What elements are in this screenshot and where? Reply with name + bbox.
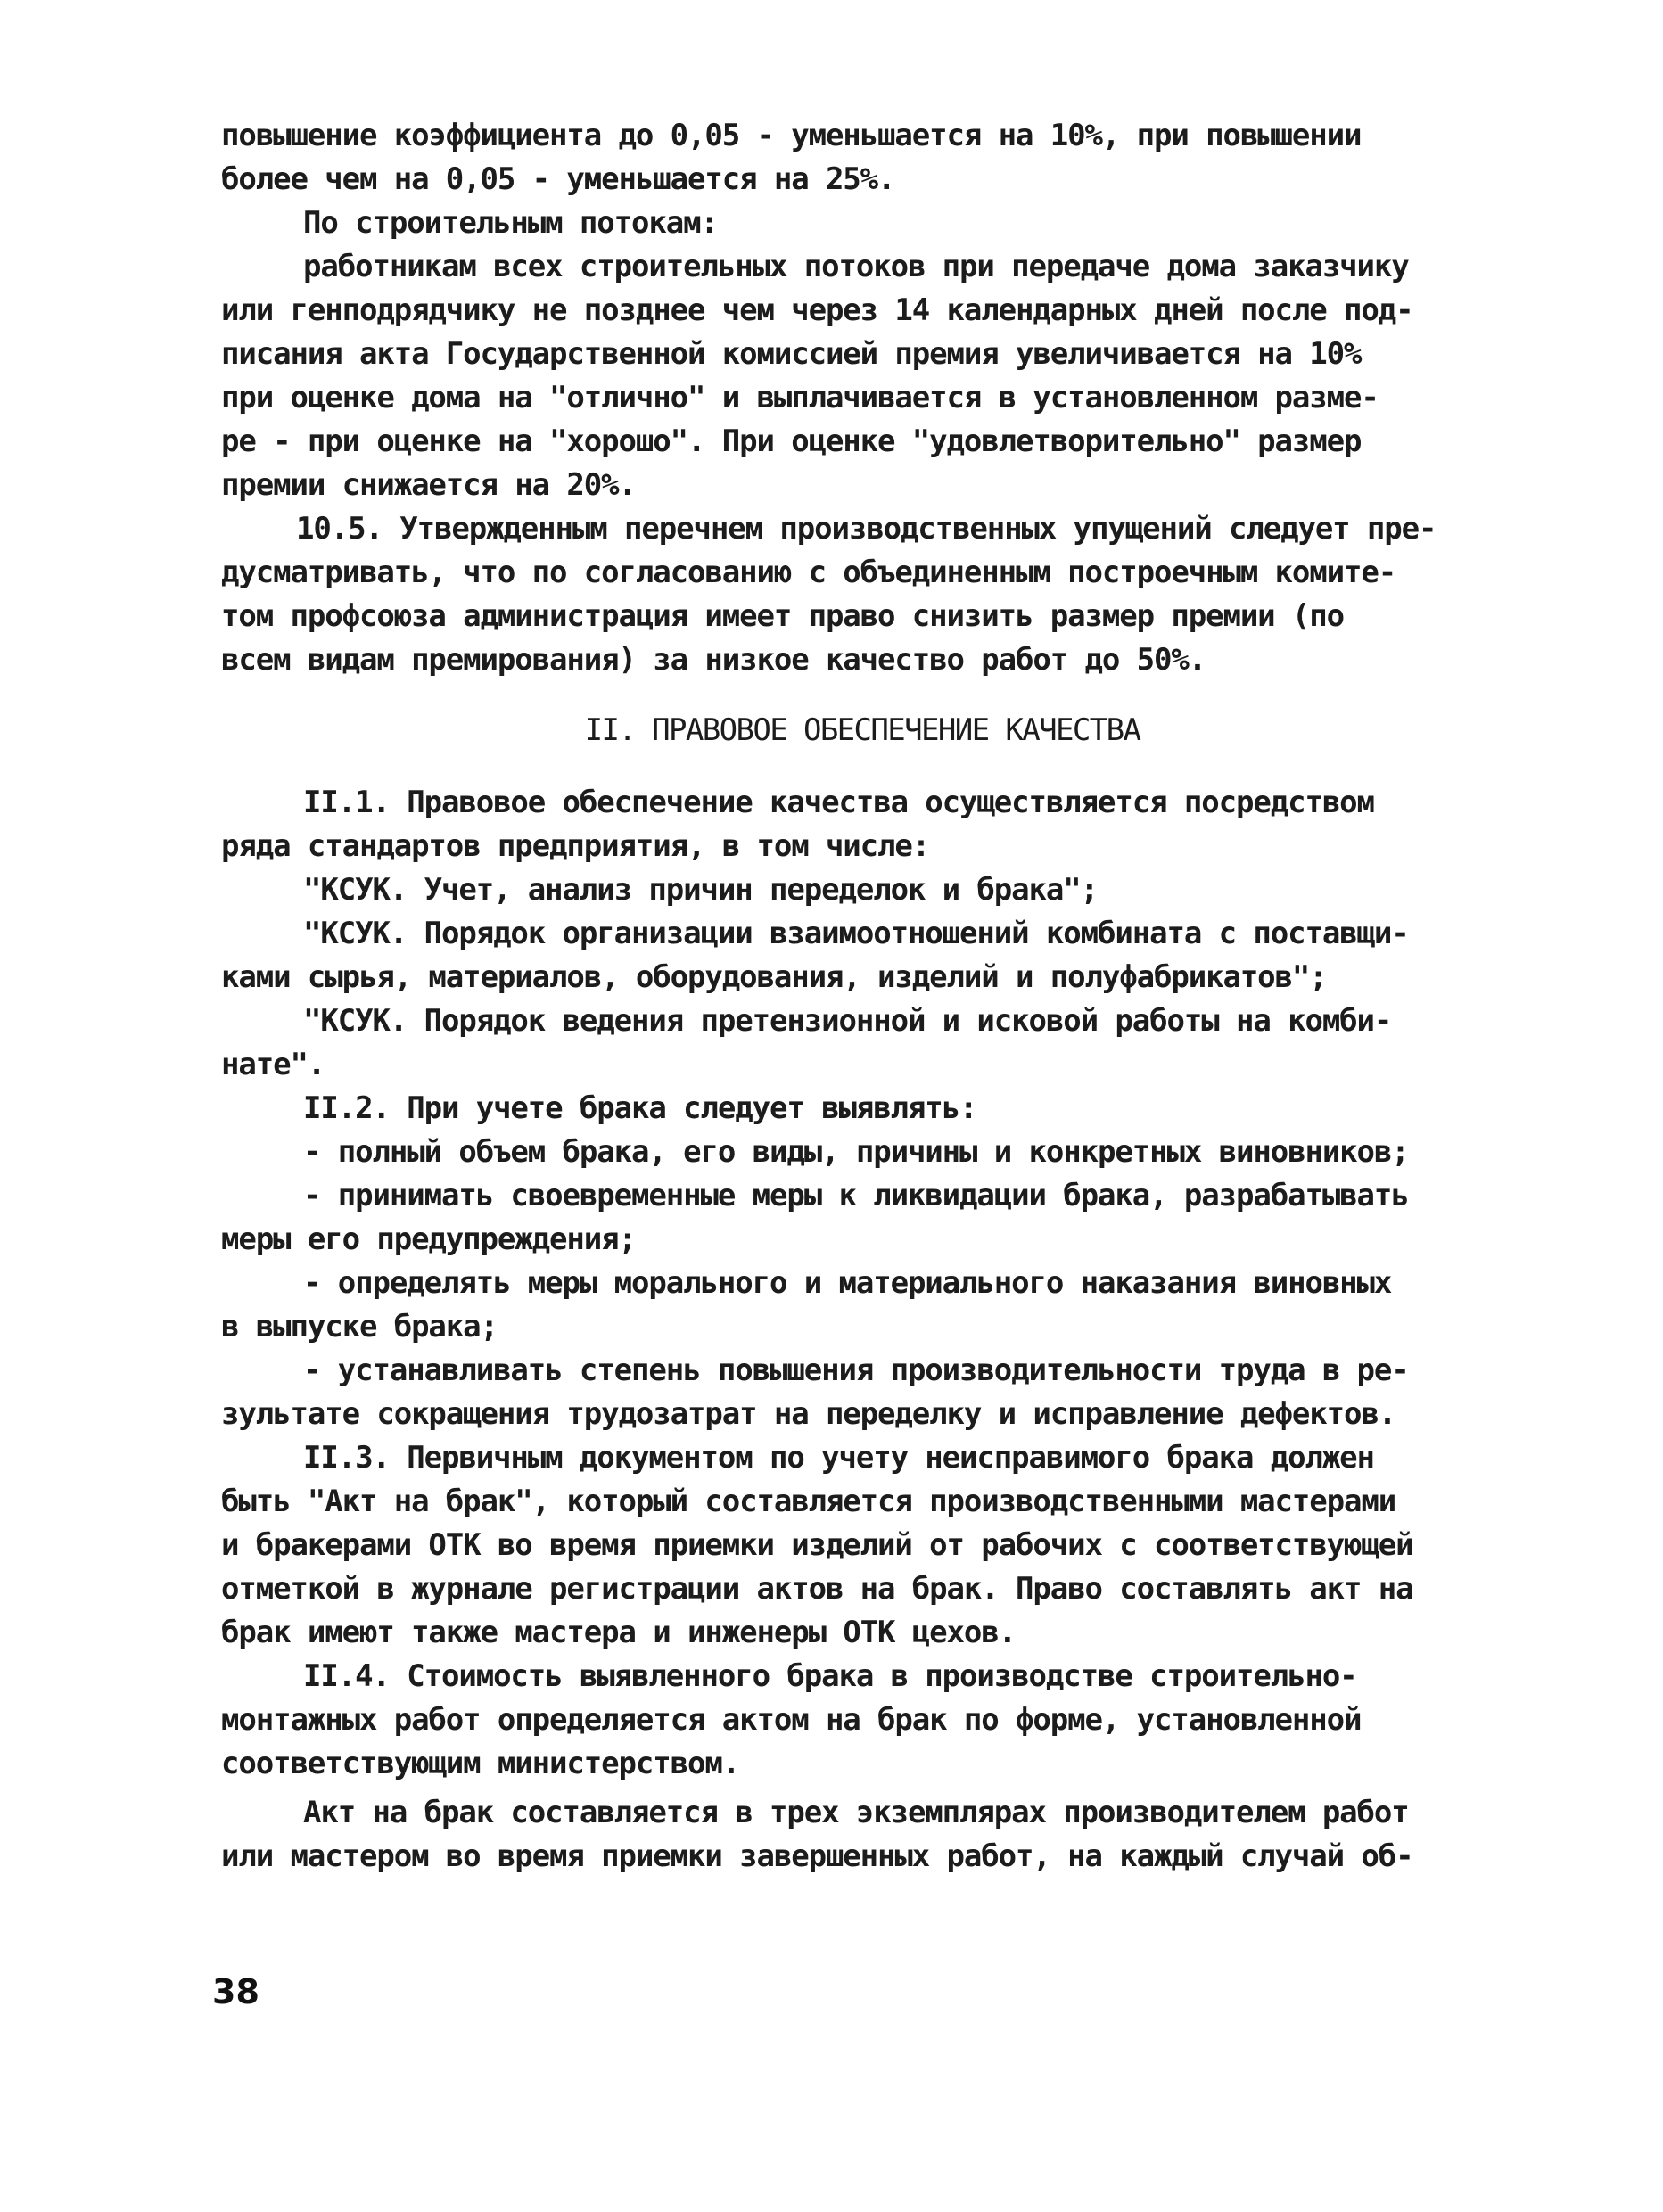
text-line: зультате сокращения трудозатрат на переделку и исправление дефектов. bbox=[221, 1396, 1396, 1432]
text-line: в выпуске брака; bbox=[221, 1309, 498, 1344]
text-line: премии снижается на 20%. bbox=[221, 467, 636, 503]
text-line: II.1. Правовое обеспечение качества осуществляется посредством bbox=[303, 785, 1374, 820]
document-body bbox=[221, 114, 1441, 1879]
page-number: 38 bbox=[212, 1972, 259, 2011]
text-line: при оценке дома на "отлично" и выплачивается в установленном разме- bbox=[221, 380, 1379, 415]
text-line: дусматривать, что по согласованию с объединенным построечным комите- bbox=[221, 555, 1396, 590]
section-heading: II. ПРАВОВОЕ ОБЕСПЕЧЕНИЕ КАЧЕСТВА bbox=[584, 712, 1140, 748]
text-line: - устанавливать степень повышения производительности труда в ре- bbox=[303, 1353, 1409, 1388]
text-line: всем видам премирования) за низкое качество работ до 50%. bbox=[221, 642, 1206, 678]
text-line: - определять меры морального и материального наказания виновных bbox=[303, 1265, 1392, 1301]
text-line: - принимать своевременные меры к ликвидации брака, разрабатывать bbox=[303, 1178, 1409, 1213]
text-line: Акт на брак составляется в трех экземплярах производителем работ bbox=[303, 1795, 1409, 1830]
text-line: меры его предупреждения; bbox=[221, 1221, 636, 1257]
text-line: брак имеют также мастера и инженеры ОТК цехов. bbox=[221, 1615, 1017, 1650]
text-line: и бракерами ОТК во время приемки изделий от рабочих с соответствующей bbox=[221, 1527, 1413, 1563]
text-line: нате". bbox=[221, 1047, 325, 1082]
text-line: II.3. Первичным документом по учету неисправимого брака должен bbox=[303, 1440, 1374, 1476]
text-line: ряда стандартов предприятия, в том числе: bbox=[221, 828, 930, 864]
text-line: писания акта Государственной комиссией премия увеличивается на 10% bbox=[221, 336, 1362, 372]
text-line: монтажных работ определяется актом на брак по форме, установленной bbox=[221, 1702, 1362, 1738]
text-line: соответствующим министерством. bbox=[221, 1746, 740, 1781]
text-line: II.4. Стоимость выявленного брака в производстве строительно- bbox=[303, 1658, 1357, 1694]
text-line: более чем на 0,05 - уменьшается на 25%. bbox=[221, 161, 895, 197]
text-line: II.2. При учете брака следует выявлять: bbox=[303, 1090, 977, 1126]
text-line: По строительным потокам: bbox=[303, 205, 718, 241]
text-line: "КСУК. Учет, анализ причин переделок и брака"; bbox=[303, 872, 1099, 908]
text-line: быть "Акт на брак", который составляется производственными мастерами bbox=[221, 1484, 1396, 1519]
text-line: ре - при оценке на "хорошо". При оценке "удовлетворительно" размер bbox=[221, 423, 1362, 459]
text-line: "КСУК. Порядок ведения претензионной и исковой работы на комби- bbox=[303, 1003, 1392, 1039]
text-line: ками сырья, материалов, оборудования, изделий и полуфабрикатов"; bbox=[221, 959, 1327, 995]
text-line: 10.5. Утвержденным перечнем производственных упущений следует пре- bbox=[296, 511, 1437, 547]
text-line: - полный объем брака, его виды, причины и конкретных виновников; bbox=[303, 1134, 1409, 1170]
text-line: или мастером во время приемки завершенных работ, на каждый случай об- bbox=[221, 1838, 1413, 1874]
text-line: "КСУК. Порядок организации взаимоотношений комбината с поставщи- bbox=[303, 916, 1409, 951]
text-line: повышение коэффициента до 0,05 - уменьшается на 10%, при повышении bbox=[221, 118, 1362, 153]
text-line: том профсоюза администрация имеет право снизить размер премии (по bbox=[221, 598, 1345, 634]
text-line: работникам всех строительных потоков при передаче дома заказчику bbox=[303, 249, 1409, 284]
text-line: или генподрядчику не позднее чем через 14 календарных дней после под- bbox=[221, 292, 1413, 328]
text-line: отметкой в журнале регистрации актов на брак. Право составлять акт на bbox=[221, 1571, 1413, 1607]
